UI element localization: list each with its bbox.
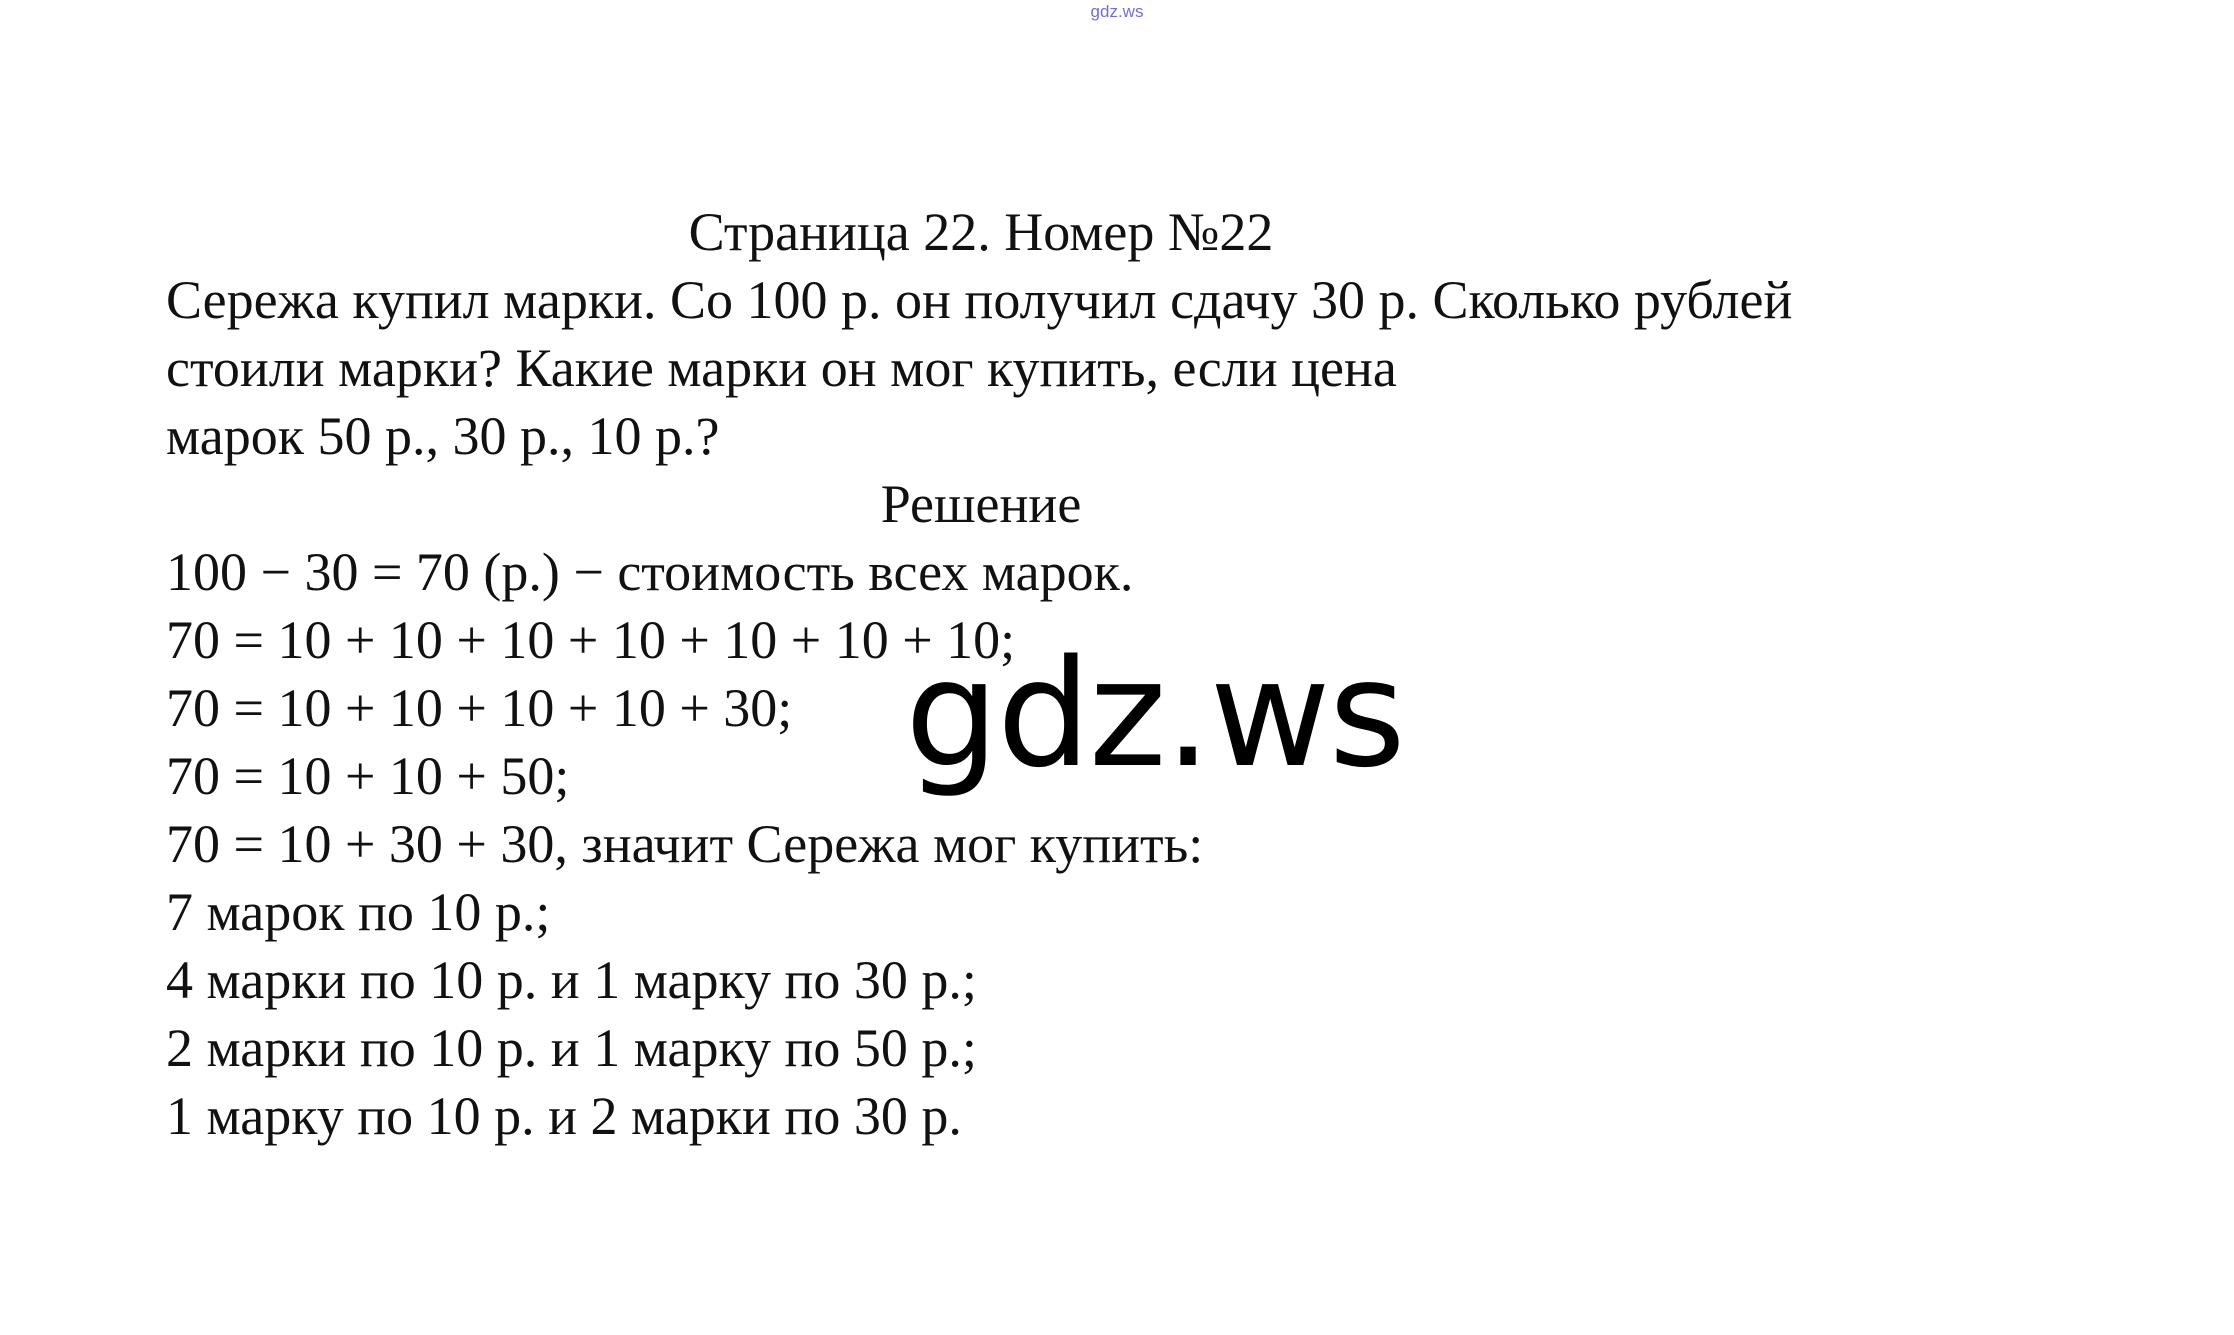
problem-statement [166,266,1996,470]
solution-line: 70 = 10 + 10 + 10 + 10 + 10 + 10 + 10; [166,610,1016,670]
solution-line: 2 марки по 10 р. и 1 марку по 50 р.; [166,1018,977,1078]
solution-heading: Решение [880,474,1082,534]
solution-line: 100 − 30 = 70 (р.) − стоимость всех марок. [166,542,1134,602]
solution-line: 4 марки по 10 р. и 1 марку по 30 р.; [166,950,977,1010]
problem-line: Сережа купил марки. Со 100 р. он получил сдачу 30 р. Сколько рублей [166,270,1793,330]
site-link[interactable]: gdz.ws [1090,2,1144,21]
problem-line: марок 50 р., 30 р., 10 р.? [166,406,720,466]
solution-line: 70 = 10 + 30 + 30, значит Сережа мог купить: [166,814,1204,874]
page-title: Страница 22. Номер №22 [688,202,1274,262]
solution-line: 7 марок по 10 р.; [166,882,551,942]
watermark: gdz.ws [905,628,1404,800]
solution-line: 70 = 10 + 10 + 10 + 10 + 30; [166,678,793,738]
solution-line: 1 марку по 10 р. и 2 марки по 30 р. [166,1086,962,1146]
problem-line: стоили марки? Какие марки он мог купить, если цена [166,338,1397,398]
solution-line: 70 = 10 + 10 + 50; [166,746,570,806]
